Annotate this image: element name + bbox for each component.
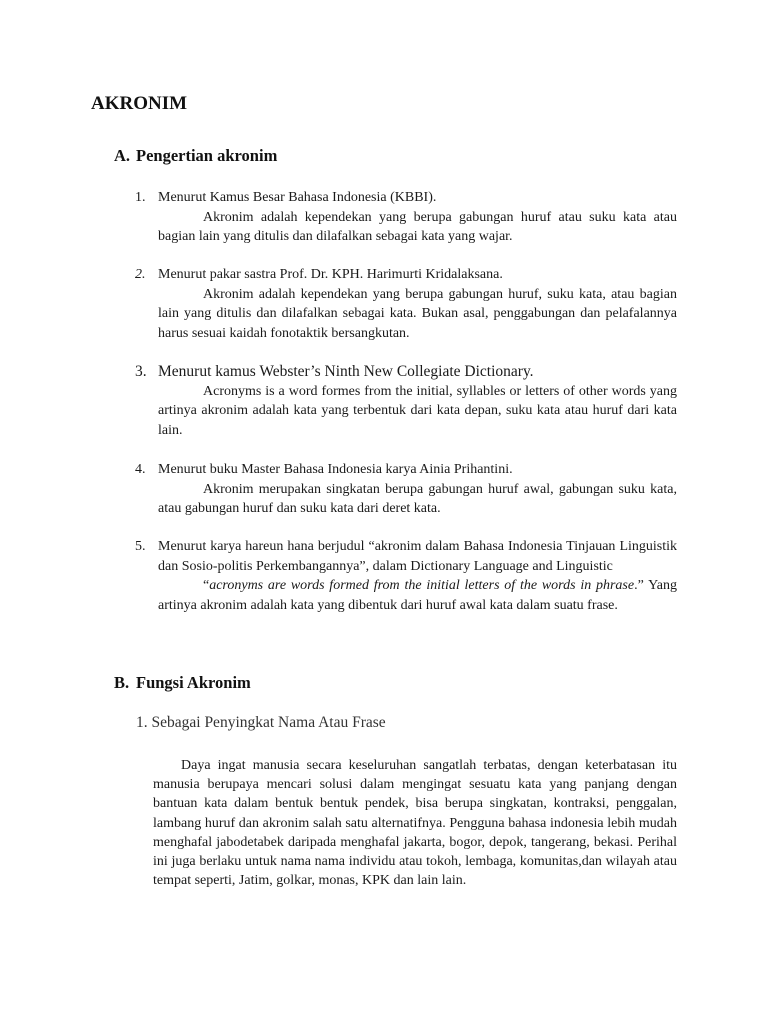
item-number: 5.	[135, 539, 146, 554]
item-definition: Akronim merupakan singkatan berupa gabungan huruf awal, gabungan suku kata, atau gabungan huruf dan suku kata dari deret kata.	[158, 481, 677, 516]
section-b-heading	[114, 673, 251, 693]
item-source: Menurut kamus Webster’s Ninth New Collegiate Dictionary.	[158, 363, 534, 380]
item-source: Menurut karya hareun hana berjudul “akronim dalam Bahasa Indonesia Tinjauan Linguistik dan Sosio-politis Perkembangannya”, dalam Dictionary Language and Linguistic	[158, 539, 677, 574]
item-definition: Acronyms is a word formes from the initial, syllables or letters of other words yang artinya akronim adalah kata yang terbentuk dari kata depan, suku kata atau huruf dari kata lain.	[158, 383, 677, 438]
english-quote: acronyms are words formed from the initial letters of the words in phrase	[209, 578, 635, 593]
item-number: 4.	[135, 462, 146, 477]
section-a-mark: A.	[114, 146, 131, 165]
definition-item-1	[135, 188, 677, 247]
item-number: 2.	[135, 267, 146, 282]
section-b-paragraph: Daya ingat manusia secara keseluruhan sangatlah terbatas, dengan keterbatasan itu manusia berupaya mencari solusi dalam mengingat sesuatu kata yang panjang dengan bantuan kata dalam bentuk bentuk pendek, bisa berupa singkatan, kontraksi, penggalan, lambang huruf dan akronim salah satu alternatifnya. Pengguna bahasa indonesia lebih mudah menghafal jabodetabek daripada menghafal jakarta, bogor, depok, tangerang, bekasi. Perihal ini juga berlaku untuk nama nama individu atau tokoh, lembaga, komunitas,dan wilayah atau tempat seperti, Jatim, golkar, monas, KPK dan lain lain.	[153, 758, 677, 889]
item-definition: Akronim adalah kependekan yang berupa gabungan huruf, suku kata, atau bagian lain yang ditulis dan dilafalkan sebagai kata. Bukan asal, penggabungan dan pelafalannya harus sesuai kaidah fonotaktik bersangkutan.	[158, 286, 677, 341]
item-source: Menurut Kamus Besar Bahasa Indonesia (KBBI).	[158, 190, 437, 205]
section-a-title: Pengertian akronim	[136, 146, 278, 165]
definition-item-3	[135, 362, 677, 440]
item-source: Menurut pakar sastra Prof. Dr. KPH. Harimurti Kridalaksana.	[158, 267, 503, 282]
quote-close-mark: .”	[634, 578, 644, 593]
item-number: 1.	[135, 190, 146, 205]
definition-item-4	[135, 460, 677, 519]
document-title: AKRONIM	[91, 93, 188, 114]
item-number: 3.	[135, 363, 147, 380]
definition-item-5	[135, 537, 678, 615]
item-source: Menurut buku Master Bahasa Indonesia karya Ainia Prihantini.	[158, 462, 513, 477]
item-definition	[158, 576, 677, 615]
item-definition: Akronim adalah kependekan yang berupa gabungan huruf atau suku kata atau bagian lain yang ditulis dan dilafalkan sebagai kata yang wajar.	[158, 209, 677, 244]
section-b-title: Fungsi Akronim	[136, 673, 251, 692]
section-b-subheading: 1. Sebagai Penyingkat Nama Atau Frase	[136, 714, 386, 731]
translation-text: Yang artinya akronim adalah kata yang dibentuk dari huruf awal kata dalam suatu frase.	[158, 578, 678, 613]
definition-item-2	[135, 265, 677, 343]
section-b-mark: B.	[114, 673, 130, 692]
quote-open-mark: “	[203, 578, 210, 593]
section-a-heading	[114, 146, 277, 166]
